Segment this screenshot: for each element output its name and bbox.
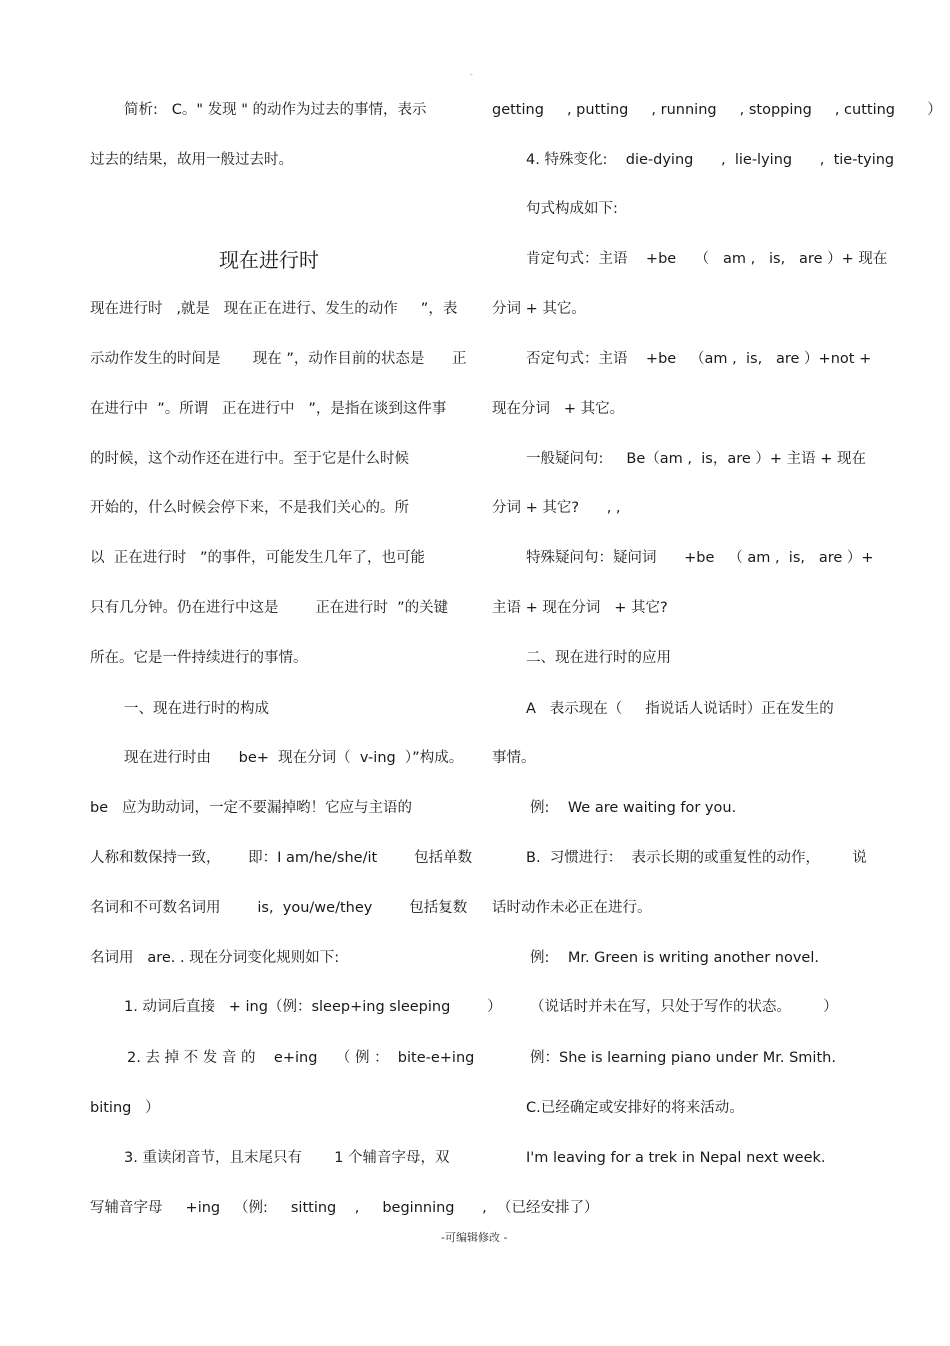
example-line: 例: Mr. Green is writing another novel.: [530, 950, 819, 966]
text-line: 分词 + 其它? , ,: [492, 500, 621, 516]
subheading: 二、现在进行时的应用: [526, 650, 671, 666]
rule-item: 1. 动词后直接 + ing（例：sleep+ing sleeping ）: [124, 999, 502, 1015]
text-line: 分词 + 其它。: [492, 301, 586, 317]
text-line: 主语 + 现在分词 + 其它?: [492, 600, 668, 616]
rule-item: 4. 特殊变化: die-dying , lie-lying , tie-tying: [526, 152, 895, 168]
text-line: 过去的结果，故用一般过去时。: [90, 152, 293, 168]
text-line: A 表示现在（ 指说话人说话时）正在发生的: [526, 701, 834, 717]
section-title: 现在进行时: [219, 248, 319, 272]
rule-item: 3. 重读闭音节，且末尾只有 1 个辅音字母，双: [124, 1150, 450, 1166]
text-line: 的时候，这个动作还在进行中。至于它是什么时候: [90, 451, 409, 467]
text-line: 一般疑问句: Be（am , is，are ）+ 主语 + 现在: [526, 451, 867, 467]
text-line: 肯定句式：主语 +be （ am , is, are ）+ 现在: [526, 251, 888, 267]
text-line: 开始的，什么时候会停下来，不是我们关心的。所: [90, 500, 409, 516]
example-line: 例: We are waiting for you.: [530, 800, 737, 816]
text-line: getting , putting , running , stopping , cutting ）: [492, 102, 942, 118]
text-line: 现在进行时由 be+ 现在分词（ v-ing ）”构成。: [124, 750, 464, 766]
rule-item: 2. 去 掉 不 发 音 的 e+ing （ 例 ： bite-e+ing: [127, 1050, 475, 1066]
example-line: I'm leaving for a trek in Nepal next week.: [526, 1150, 826, 1166]
text-line: 以 正在进行时 ”的事件，可能发生几年了，也可能: [90, 550, 426, 566]
text-line: 名词用 are. . 现在分词变化规则如下:: [90, 950, 340, 966]
text-line: 人称和数保持一致， 即：I am/he/she/it 包括单数: [90, 850, 473, 866]
text-line: 名词和不可数名词用 is, you/we/they 包括复数: [90, 900, 468, 916]
header-mark: -: [470, 70, 473, 79]
text-line: 写辅音字母 +ing （例: sitting , beginning ,: [90, 1200, 487, 1216]
text-line: 否定句式：主语 +be （am , is, are ）+not +: [526, 351, 872, 367]
text-line: 只有几分钟。仍在进行中这是 正在进行时 ”的关键: [90, 600, 449, 616]
subheading: 一、现在进行时的构成: [124, 701, 269, 717]
text-line: 在进行中 ”。所谓 正在进行中 ”，是指在谈到这件事: [90, 401, 447, 417]
text-line: （已经安排了）: [497, 1200, 599, 1216]
text-line: 特殊疑问句：疑问词 +be （ am , is, are ）+: [526, 550, 874, 566]
text-line: （说话时并未在写，只处于写作的状态。 ）: [530, 999, 838, 1015]
text-line: 事情。: [492, 750, 536, 766]
text-line: 句式构成如下:: [526, 201, 618, 217]
text-line: C.已经确定或安排好的将来活动。: [526, 1100, 744, 1116]
text-line: B. 习惯进行： 表示长期的或重复性的动作， 说: [526, 850, 867, 866]
example-line: 例：She is learning piano under Mr. Smith.: [530, 1050, 836, 1066]
text-line: be 应为助动词，一定不要漏掉哟！它应与主语的: [90, 800, 412, 816]
text-line: biting ）: [90, 1100, 160, 1116]
text-line: 现在进行时 ,就是 现在正在进行、发生的动作 ”，表: [90, 301, 458, 317]
text-line: 示动作发生的时间是 现在 ”，动作目前的状态是 正: [90, 351, 467, 367]
text-line: 话时动作未必正在进行。: [492, 900, 652, 916]
text-line: 所在。它是一件持续进行的事情。: [90, 650, 308, 666]
page-footer: -可编辑修改 -: [441, 1231, 508, 1244]
text-line: 简析: C。" 发现 " 的动作为过去的事情，表示: [124, 102, 427, 118]
text-line: 现在分词 + 其它。: [492, 401, 625, 417]
